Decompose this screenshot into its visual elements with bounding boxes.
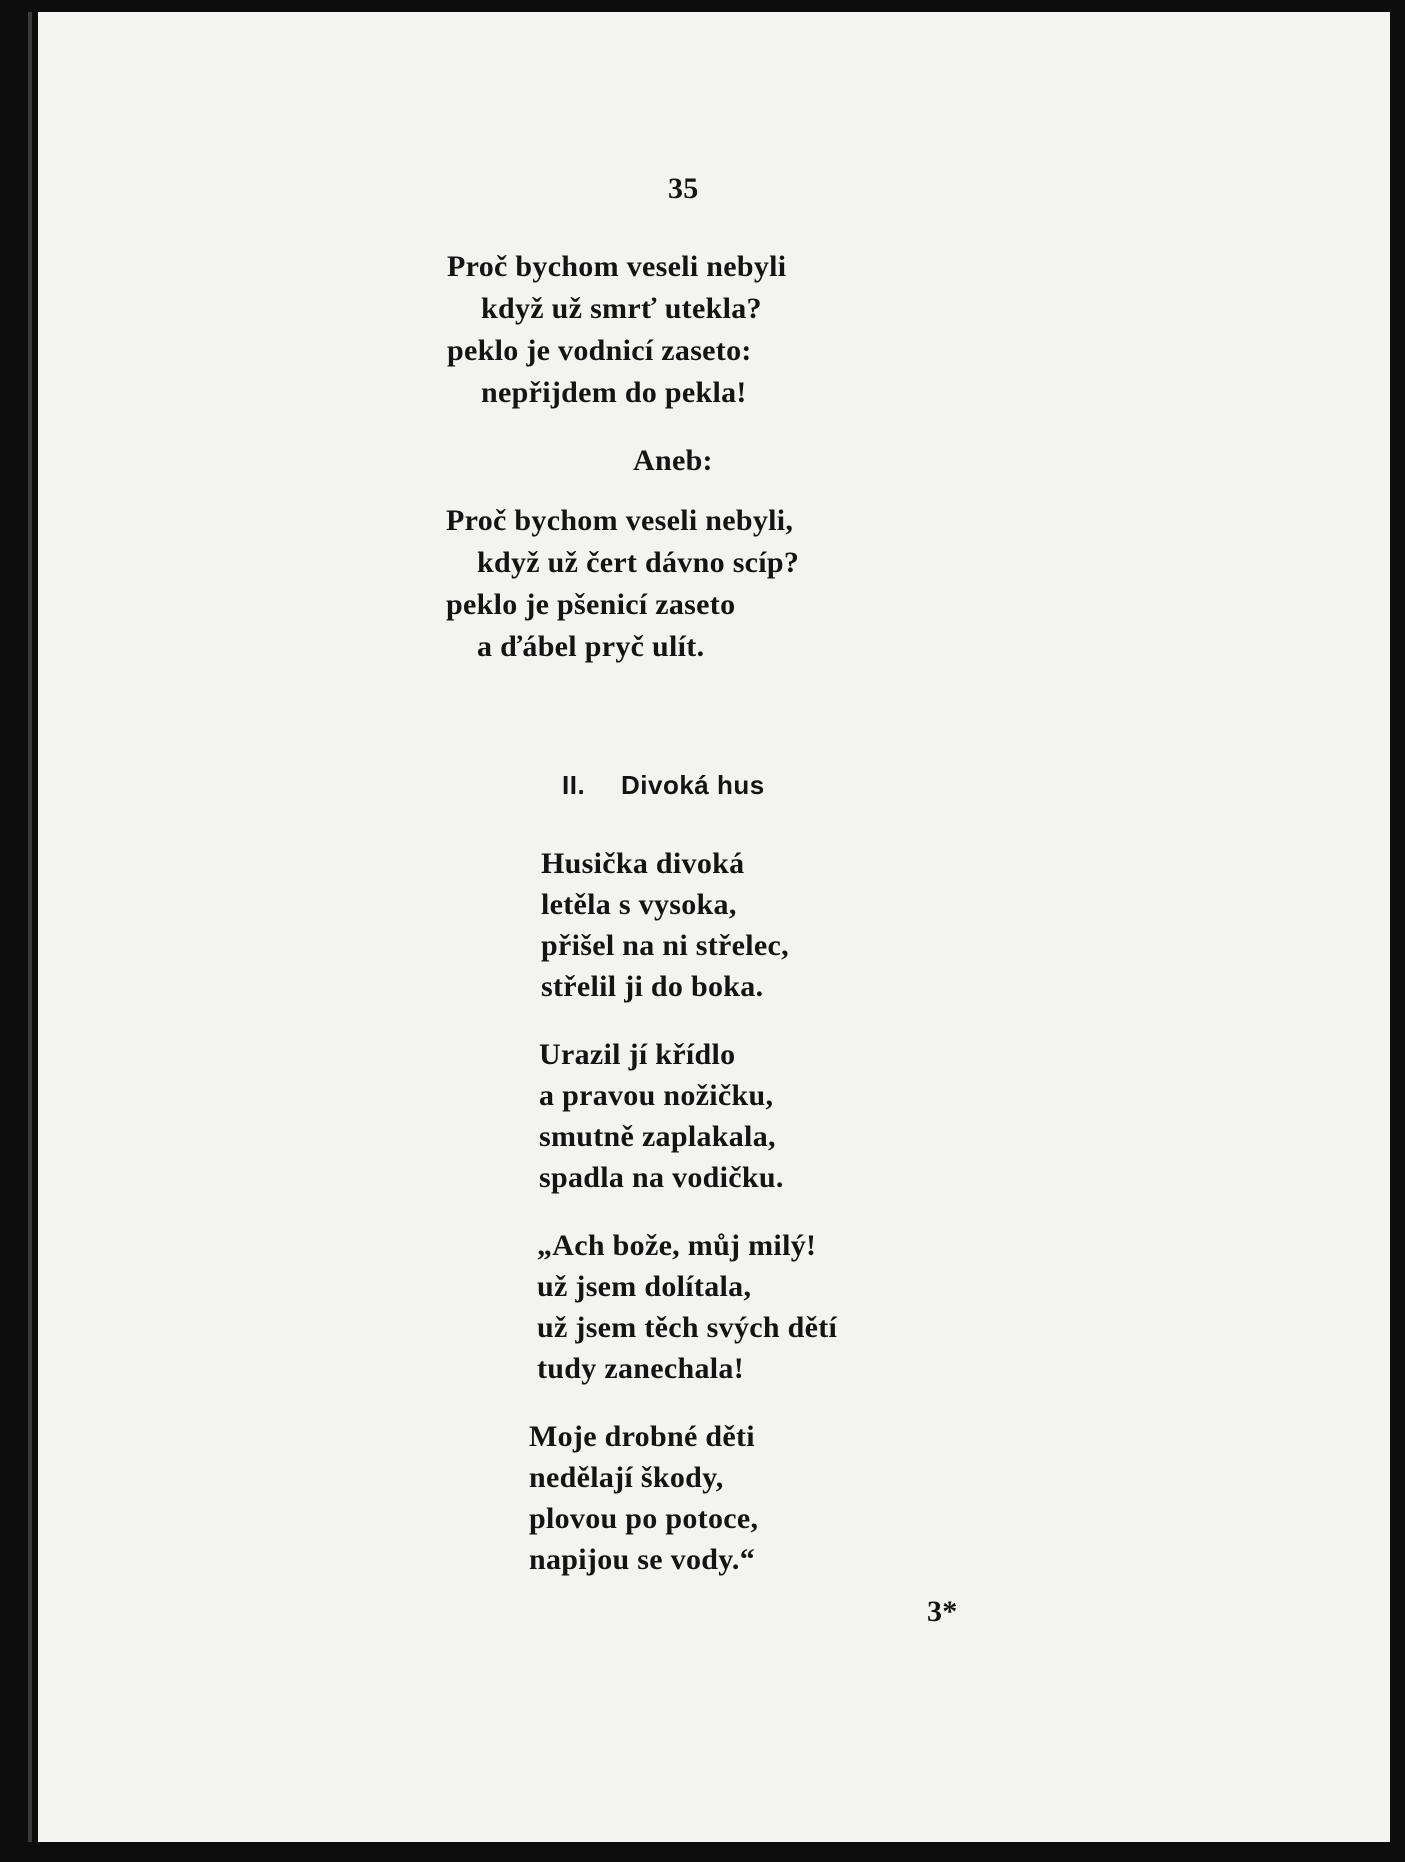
stanza-2-line-4: a ďábel pryč ulít. [477,630,705,663]
scan-border-bottom [0,1842,1405,1862]
scan-border-top [0,0,1405,12]
poem-stanza-1-line-4: střelil ji do boka. [541,970,764,1003]
signature-mark: 3* [927,1595,958,1628]
stanza-2-line-3: peklo je pšenicí zaseto [446,588,736,621]
poem-stanza-2-line-4: spadla na vodičku. [539,1161,784,1194]
poem-stanza-2-line-2: a pravou nožičku, [539,1079,774,1112]
poem-stanza-3-line-2: už jsem dolítala, [537,1270,752,1303]
book-page [38,12,1390,1842]
poem-stanza-2-line-3: smutně zaplakala, [539,1120,776,1153]
separator-text: Aneb: [633,444,713,477]
scan-border-right [1390,0,1405,1862]
page-number: 35 [668,172,699,205]
book-spine-edge [28,12,32,1842]
poem-stanza-3-line-4: tudy zanechala! [537,1352,744,1385]
poem-stanza-4-line-2: nedělají škody, [529,1461,724,1494]
stanza-1-line-4: nepřijdem do pekla! [481,376,747,409]
stanza-2-line-1: Proč bychom veseli nebyli, [446,504,794,537]
poem-stanza-1-line-1: Husička divoká [541,847,745,880]
stanza-1-line-1: Proč bychom veseli nebyli [447,250,787,283]
stanza-1-line-3: peklo je vodnicí zaseto: [447,334,752,367]
scan-border-left [0,0,38,1862]
stanza-1-line-2: když už smrť utekla? [481,292,762,325]
section-number: II. [562,770,586,800]
section-title: Divoká hus [621,770,765,800]
poem-stanza-3-line-3: už jsem těch svých dětí [537,1311,838,1344]
poem-stanza-3-line-1: „Ach bože, můj milý! [537,1229,817,1262]
poem-stanza-4-line-3: plovou po potoce, [529,1502,759,1535]
poem-stanza-1-line-2: letěla s vysoka, [541,888,737,921]
poem-stanza-4-line-4: napijou se vody.“ [529,1543,755,1576]
stanza-2-line-2: když už čert dávno scíp? [477,546,800,579]
poem-stanza-4-line-1: Moje drobné děti [529,1420,755,1453]
poem-stanza-1-line-3: přišel na ni střelec, [541,929,789,962]
poem-stanza-2-line-1: Urazil jí křídlo [539,1038,736,1071]
